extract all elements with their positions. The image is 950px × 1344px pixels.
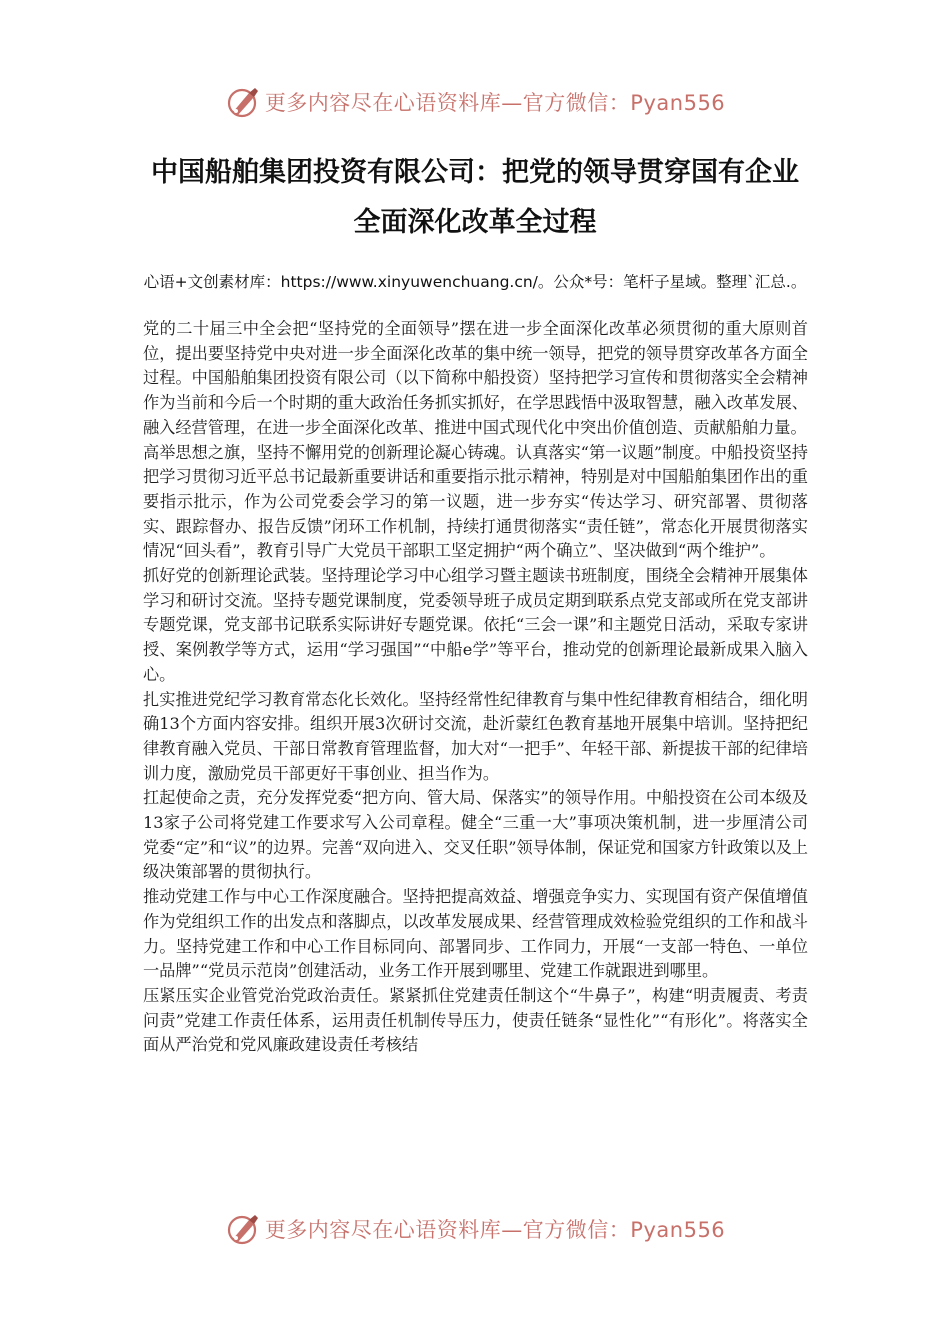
header-watermark-banner [0, 80, 950, 124]
footer-watermark-banner [0, 1207, 950, 1251]
watermark-text: 更多内容尽在心语资料库—官方微信：Pyan556 [264, 1218, 726, 1242]
watermark-text: 更多内容尽在心语资料库—官方微信：Pyan556 [264, 91, 726, 115]
source-line: 心语+文创素材库：https://www.xinyuwenchuang.cn/。公众*号：笔杆子星域。整理`汇总.。 [143, 273, 807, 291]
paragraph: 党的二十届三中全会把“坚持党的全面领导”摆在进一步全面深化改革必须贯彻的重大原则首位，提出要坚持党中央对进一步全面深化改革的集中统一领导，把党的领导贯穿改革各方面全过程。中国船舶集团投资有限公司（以下简称中船投资）坚持把学习宣传和贯彻落实全会精神作为当前和今后一个时期的重大政治任务抓实抓好，在学思践悟中汲取智慧，融入改革发展、融入经营管理，在进一步全面深化改革、推进中国式现代化中突出价值创造、贡献船舶力量。 [143, 319, 808, 437]
paragraph: 抓好党的创新理论武装。坚持理论学习中心组学习暨主题读书班制度，围绕全会精神开展集体学习和研讨交流。坚持专题党课制度，党委领导班子成员定期到联系点党支部或所在党支部讲专题党课，党支部书记联系实际讲好专题党课。依托“三会一课”和主题党日活动，采取专家讲授、案例教学等方式，运用“学习强国”“中船e学”等平台，推动党的创新理论最新成果入脑入心。 [143, 566, 808, 684]
paragraph: 扛起使命之责，充分发挥党委“把方向、管大局、保落实”的领导作用。中船投资在公司本级及13家子公司将党建工作要求写入公司章程。健全“三重一大”事项决策机制，进一步厘清公司党委“定”和“议”的边界。完善“双向进入、交叉任职”领导体制，保证党和国家方针政策以及上级决策部署的贯彻执行。 [143, 788, 808, 882]
paragraph: 推动党建工作与中心工作深度融合。坚持把提高效益、增强竞争实力、实现国有资产保值增值作为党组织工作的出发点和落脚点，以改革发展成果、经营管理成效检验党组织的工作和战斗力。坚持党建工作和中心工作目标同向、部署同步、工作同力，开展“一支部一特色、一单位一品牌”“党员示范岗”创建活动，业务工作开展到哪里、党建工作就跟进到哪里。 [143, 887, 808, 981]
document-title: 中国船舶集团投资有限公司：把党的领导贯穿国有企业全面深化改革全过程 [151, 157, 799, 238]
pen-nib-logo-icon [225, 1211, 261, 1247]
article-body [143, 317, 808, 1190]
paragraph: 压紧压实企业管党治党政治责任。紧紧抓住党建责任制这个“牛鼻子”，构建“明责履责、考责问责”党建工作责任体系，运用责任机制传导压力，使责任链条“显性化”“有形化”。将落实全面从严治党和党风廉政建设责任考核结 [143, 985, 808, 1055]
pen-nib-logo-icon [225, 84, 261, 120]
paragraph: 高举思想之旗，坚持不懈用党的创新理论凝心铸魂。认真落实“第一议题”制度。中船投资坚持把学习贯彻习近平总书记最新重要讲话和重要指示批示精神，特别是对中国船舶集团作出的重要指示批示，作为公司党委会学习的第一议题，进一步夯实“传达学习、研究部署、贯彻落实、跟踪督办、报告反馈”闭环工作机制，持续打通贯彻落实“责任链”，常态化开展贯彻落实情况“回头看”，教育引导广大党员干部职工坚定拥护“两个确立”、坚决做到“两个维护”。 [143, 442, 808, 561]
paragraph: 扎实推进党纪学习教育常态化长效化。坚持经常性纪律教育与集中性纪律教育相结合，细化明确13个方面内容安排。组织开展3次研讨交流，赴沂蒙红色教育基地开展集中培训。坚持把纪律教育融入党员、干部日常教育管理监督，加大对“一把手”、年轻干部、新提拔干部的纪律培训力度，激励党员干部更好干事创业、担当作为。 [143, 689, 808, 783]
